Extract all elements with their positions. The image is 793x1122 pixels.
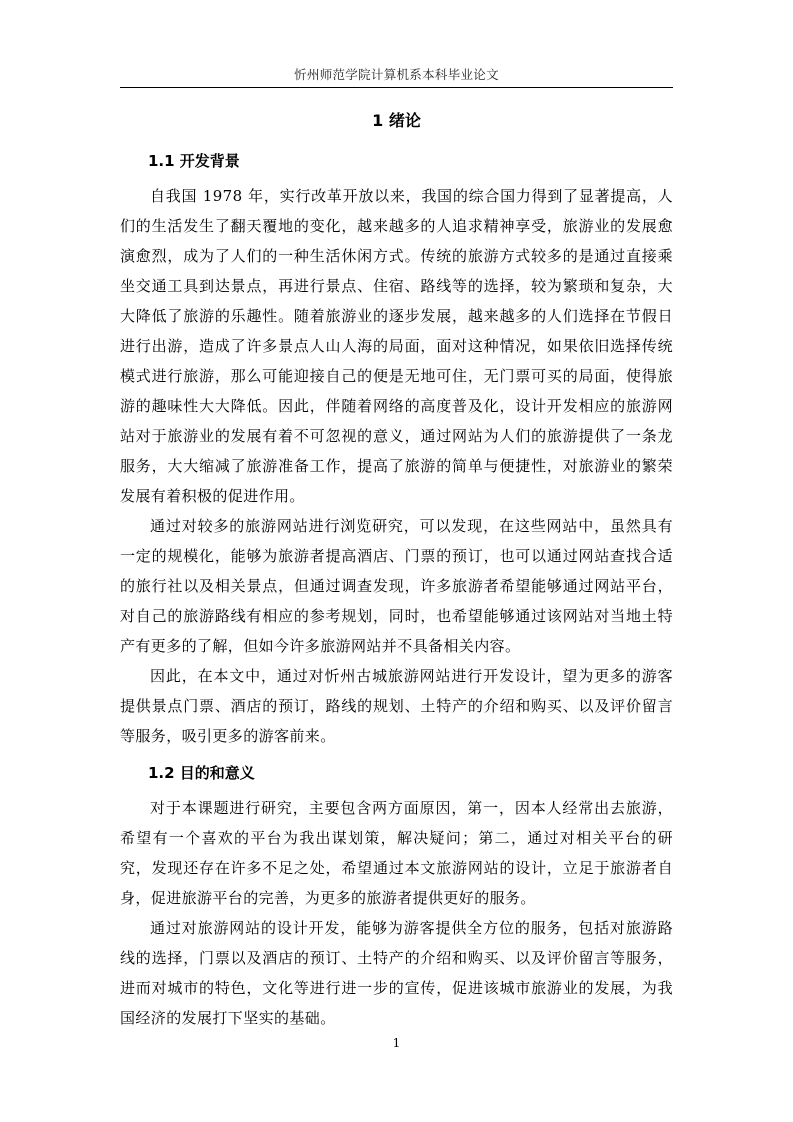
section-title-purpose: 1.2 目的和意义 xyxy=(148,764,255,782)
paragraph: 对于本课题进行研究，主要包含两方面原因，第一，因本人经常出去旅游，希望有一个喜欢的平台为我出谋划策，解决疑问；第二，通过对相关平台的研究，发现还存在许多不足之处，希望通过本文旅游网站的设计，立足于旅游者自身，促进旅游平台的完善，为更多的旅游者提供更好的服务。 xyxy=(120,799,673,907)
header-rule xyxy=(120,87,673,88)
page-body xyxy=(120,106,673,1033)
chapter-title: 1 绪论 xyxy=(372,111,421,130)
running-header: 忻州师范学院计算机系本科毕业论文 xyxy=(294,67,499,82)
paragraph: 因此，在本文中，通过对忻州古城旅游网站进行开发设计，望为更多的游客提供景点门票、酒店的预订，路线的规划、土特产的介绍和购买、以及评价留言等服务，吸引更多的游客前来。 xyxy=(120,667,673,745)
section-title-background: 1.1 开发背景 xyxy=(148,152,240,170)
paragraph: 通过对较多的旅游网站进行浏览研究，可以发现，在这些网站中，虽然具有一定的规模化，能够为旅游者提高酒店、门票的预订，也可以通过网站查找合适的旅行社以及相关景点，但通过调查发现，许多旅游者希望能够通过网站平台，对自己的旅游路线有相应的参考规划，同时，也希望能够通过该网站对当地土特产有更多的了解，但如今许多旅游网站并不具备相关内容。 xyxy=(120,517,673,655)
paragraph: 自我国 1978 年，实行改革开放以来，我国的综合国力得到了显著提高，人们的生活发生了翻天覆地的变化，越来越多的人追求精神享受，旅游业的发展愈演愈烈，成为了人们的一种生活休闲方式。传统的旅游方式较多的是通过直接乘坐交通工具到达景点，再进行景点、住宿、路线等的选择，较为繁琐和复杂，大大降低了旅游的乐趣性。随着旅游业的逐步发展，越来越多的人们选择在节假日进行出游，造成了许多景点人山人海的局面，面对这种情况，如果依旧选择传统模式进行旅游，那么可能迎接自己的便是无地可住，无门票可买的局面，使得旅游的趣味性大大降低。因此，伴随着网络的高度普及化，设计开发相应的旅游网站对于旅游业的发展有着不可忽视的意义，通过网站为人们的旅游提供了一条龙服务，大大缩减了旅游准备工作，提高了旅游的简单与便捷性，对旅游业的繁荣发展有着积极的促进作用。 xyxy=(120,187,673,505)
paragraph: 通过对旅游网站的设计开发，能够为游客提供全方位的服务，包括对旅游路线的选择，门票以及酒店的预订、土特产的介绍和购买、以及评价留言等服务，进而对城市的特色，文化等进行进一步的宣传，促进该城市旅游业的发展，为我国经济的发展打下坚实的基础。 xyxy=(120,919,673,1027)
page-number: 1 xyxy=(392,1036,401,1050)
